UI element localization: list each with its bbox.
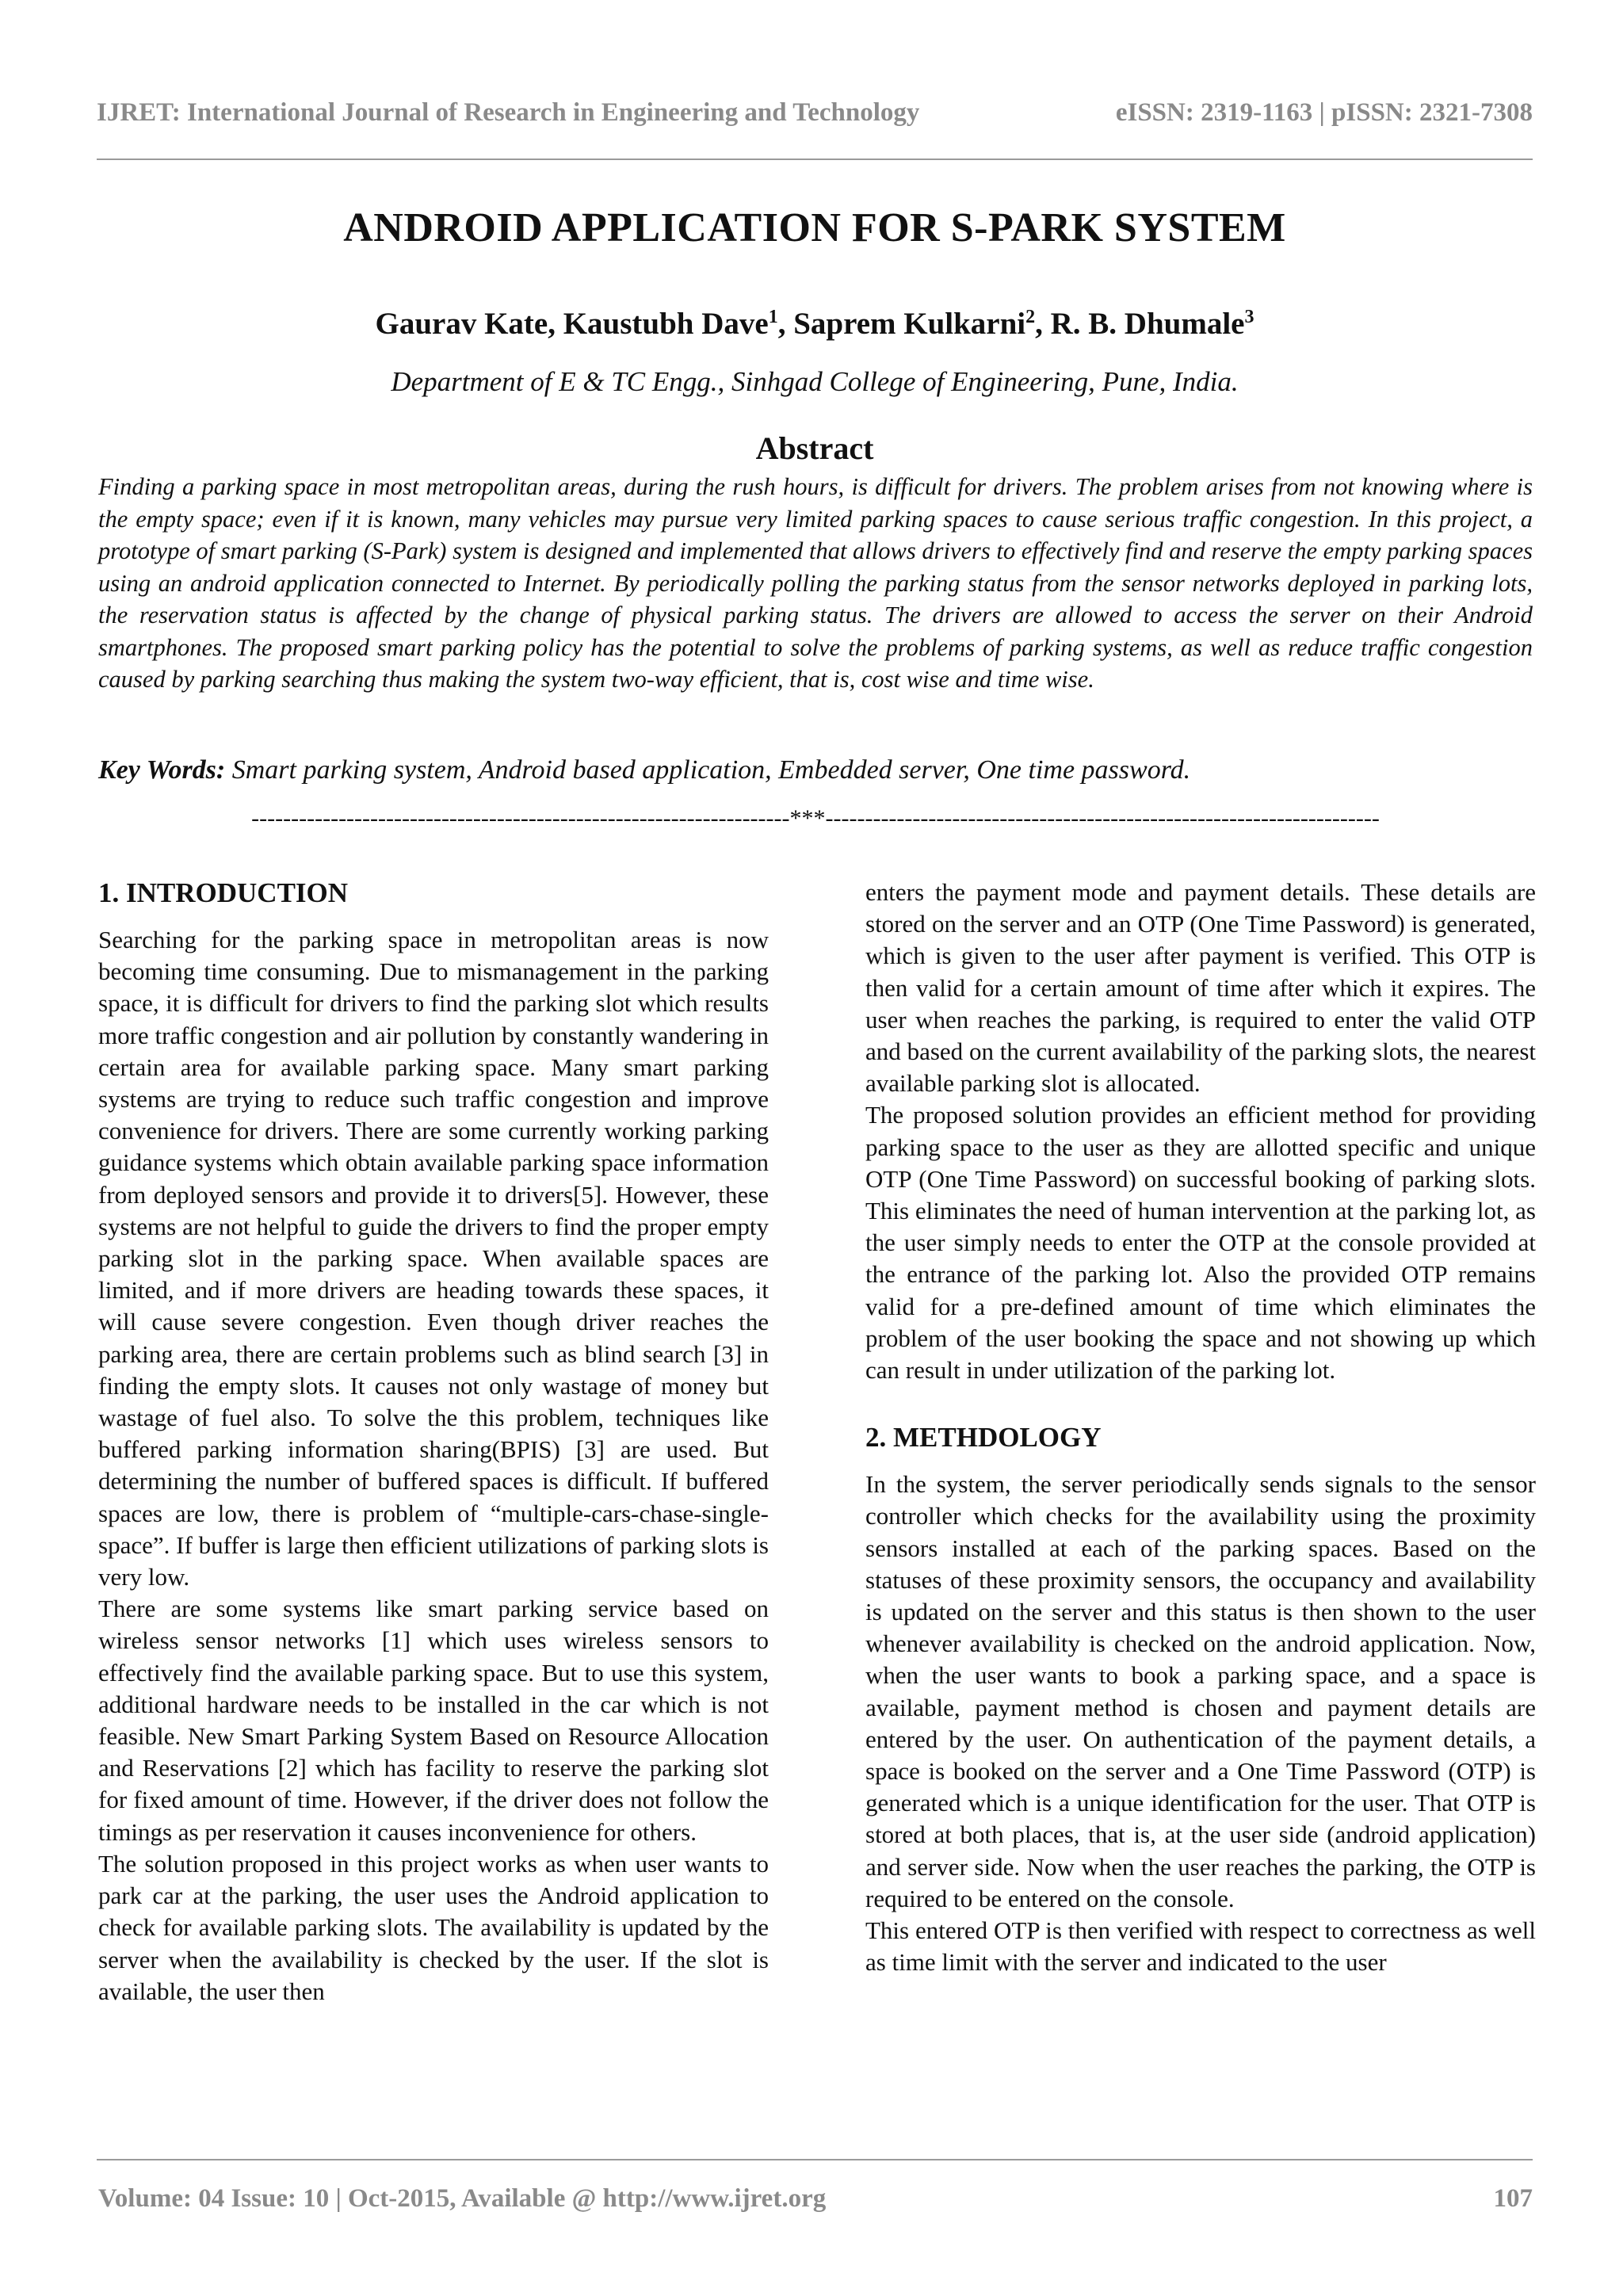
abstract-text: Finding a parking space in most metropolitan areas, during the rush hours, is difficult for drivers. The problem arises from not knowing where is the empty space; even if it is known, many vehicles may pursue very limited parking spaces to cause serious traffic congestion. In this project, a prototype of smart parking (S-Park) system is designed and implemented that allows drivers to effectively find and reserve the empty parking spaces using an android application connected to Internet. By periodically polling the parking status from the sensor networks deployed in parking lots, the reservation status is affected by the change of physical parking status. The drivers are allowed to access the server on their Android smartphones. The proposed smart parking policy has the potential to solve the problems of parking systems, as well as reduce traffic congestion caused by parking searching thus making the system two-way efficient, that is, cost wise and time wise. bbox=[98, 473, 1533, 693]
author-affil-mark-2: 2 bbox=[1025, 307, 1036, 327]
author-list bbox=[97, 306, 1533, 342]
issn-numbers: eISSN: 2319-1163 | pISSN: 2321-7308 bbox=[1115, 98, 1533, 127]
left-column bbox=[98, 873, 769, 2008]
keywords-label: Key Words: bbox=[98, 755, 226, 785]
intro-paragraph-5: The proposed solution provides an efficient method for providing parking space to the user as they are allotted specific and unique OTP (One Time Password) on successful booking of parking slots. This eliminates the need of human intervention at the parking lot, as the user simply needs to enter the OTP at the console provided at the entrance of the parking lot. Also the provided OTP remains valid for a pre-defined amount of time which eliminates the problem of the user booking the space and not showing up which can result in under utilization of the parking lot. bbox=[865, 1101, 1536, 1385]
header-divider bbox=[97, 159, 1533, 160]
section-heading-methodology: 2. METHDOLOGY bbox=[865, 1422, 1102, 1454]
right-column bbox=[865, 877, 1536, 1979]
running-header bbox=[97, 98, 1533, 128]
volume-info: Volume: 04 Issue: 10 | Oct-2015, Available @ http://www.ijret.org bbox=[98, 2184, 827, 2213]
author-affil-mark-1: 1 bbox=[768, 307, 778, 327]
section-separator: --------------------------------------------------------------------***---------------------------------------------------------------------- bbox=[251, 805, 1380, 831]
method-paragraph-2: This entered OTP is then verified with respect to correctness as well as time limit with the server and indicated to the user bbox=[865, 1916, 1536, 1977]
keywords bbox=[98, 755, 1533, 785]
intro-paragraph-2: There are some systems like smart parking service based on wireless sensor networks [1] which uses wireless sensors to effectively find the available parking space. But to use this system, additional hardware needs to be installed in the car which is not feasible. New Smart Parking System Based on Resource Allocation and Reservations [2] which has facility to reserve the parking slot for fixed amount of time. However, if the driver does not follow the timings as per reservation it causes inconvenience for others. bbox=[98, 1595, 769, 1846]
footer-divider bbox=[97, 2159, 1533, 2160]
intro-paragraph-1: Searching for the parking space in metropolitan areas is now becoming time consuming. Due to mismanagement in the parking space, it is difficult for drivers to find the parking slot which results more traffic congestion and air pollution by constantly wandering in certain area for available parking space. Many smart parking systems are trying to reduce such traffic congestion and improve convenience for drivers. There are some currently working parking guidance systems which obtain available parking space information from deployed sensors and provide it to drivers[5]. However, these systems are not helpful to guide the drivers to find the proper empty parking slot in the parking space. When available spaces are limited, and if more drivers are heading towards these spaces, it will cause severe congestion. Even though driver reaches the parking area, there are certain problems such as blind search [3] in finding the empty slots. It causes not only wastage of money but wastage of fuel also. To solve the this problem, techniques like buffered parking information sharing(BPIS) [3] are used. But determining the number of buffered spaces is difficult. If buffered spaces are low, there is problem of “multiple-cars-chase-single-space”. If buffer is large then efficient utilizations of parking slots is very low. bbox=[98, 926, 769, 1591]
section-gap bbox=[865, 1386, 1536, 1418]
section-heading-introduction: 1. INTRODUCTION bbox=[98, 877, 349, 908]
page-number: 107 bbox=[1493, 2184, 1533, 2213]
keywords-text: Smart parking system, Android based application, Embedded server, One time password. bbox=[225, 755, 1191, 785]
intro-paragraph-3: The solution proposed in this project works as when user wants to park car at the parking, the user uses the Android application to check for available parking slots. The availability is updated by the server when the availability is checked by the user. If the slot is available, the user then bbox=[98, 1849, 769, 2005]
author-names-2: , Saprem Kulkarni bbox=[777, 307, 1026, 341]
author-names-1: Gaurav Kate, Kaustubh Dave bbox=[375, 307, 769, 341]
author-names-3: , R. B. Dhumale bbox=[1035, 307, 1245, 341]
intro-paragraph-4: enters the payment mode and payment details. These details are stored on the server and an OTP (One Time Password) is generated, which is given to the user after payment is verified. This OTP is then valid for a certain amount of time after which it expires. The user when reaches the parking, is required to enter the valid OTP and based on the current availability of the parking slots, the nearest available parking slot is allocated. bbox=[865, 878, 1536, 1098]
method-paragraph-1: In the system, the server periodically sends signals to the sensor controller which checks for the availability using the proximity sensors installed at each of the parking spaces. Based on the statuses of these proximity sensors, the occupancy and availability is updated on the server and this status is then shown to the user whenever availability is checked on the android application. Now, when the user wants to book a parking space, and a space is available, payment method is chosen and payment details are entered by the user. On authentication of the payment details, a space is booked on the server and a One Time Password (OTP) is generated which is a unique identification for the user. That OTP is stored at both places, that is, at the user side (android application) and server side. Now when the user reaches the parking, the OTP is required to be entered on the console. bbox=[865, 1470, 1536, 1912]
journal-name: IJRET: International Journal of Research in Engineering and Technology bbox=[97, 98, 920, 127]
author-affil-mark-3: 3 bbox=[1244, 307, 1254, 327]
abstract-heading: Abstract bbox=[755, 430, 874, 466]
paper-title: ANDROID APPLICATION FOR S-PARK SYSTEM bbox=[343, 205, 1286, 250]
author-affiliation: Department of E & TC Engg., Sinhgad College of Engineering, Pune, India. bbox=[391, 366, 1239, 397]
running-footer bbox=[98, 2184, 1533, 2214]
